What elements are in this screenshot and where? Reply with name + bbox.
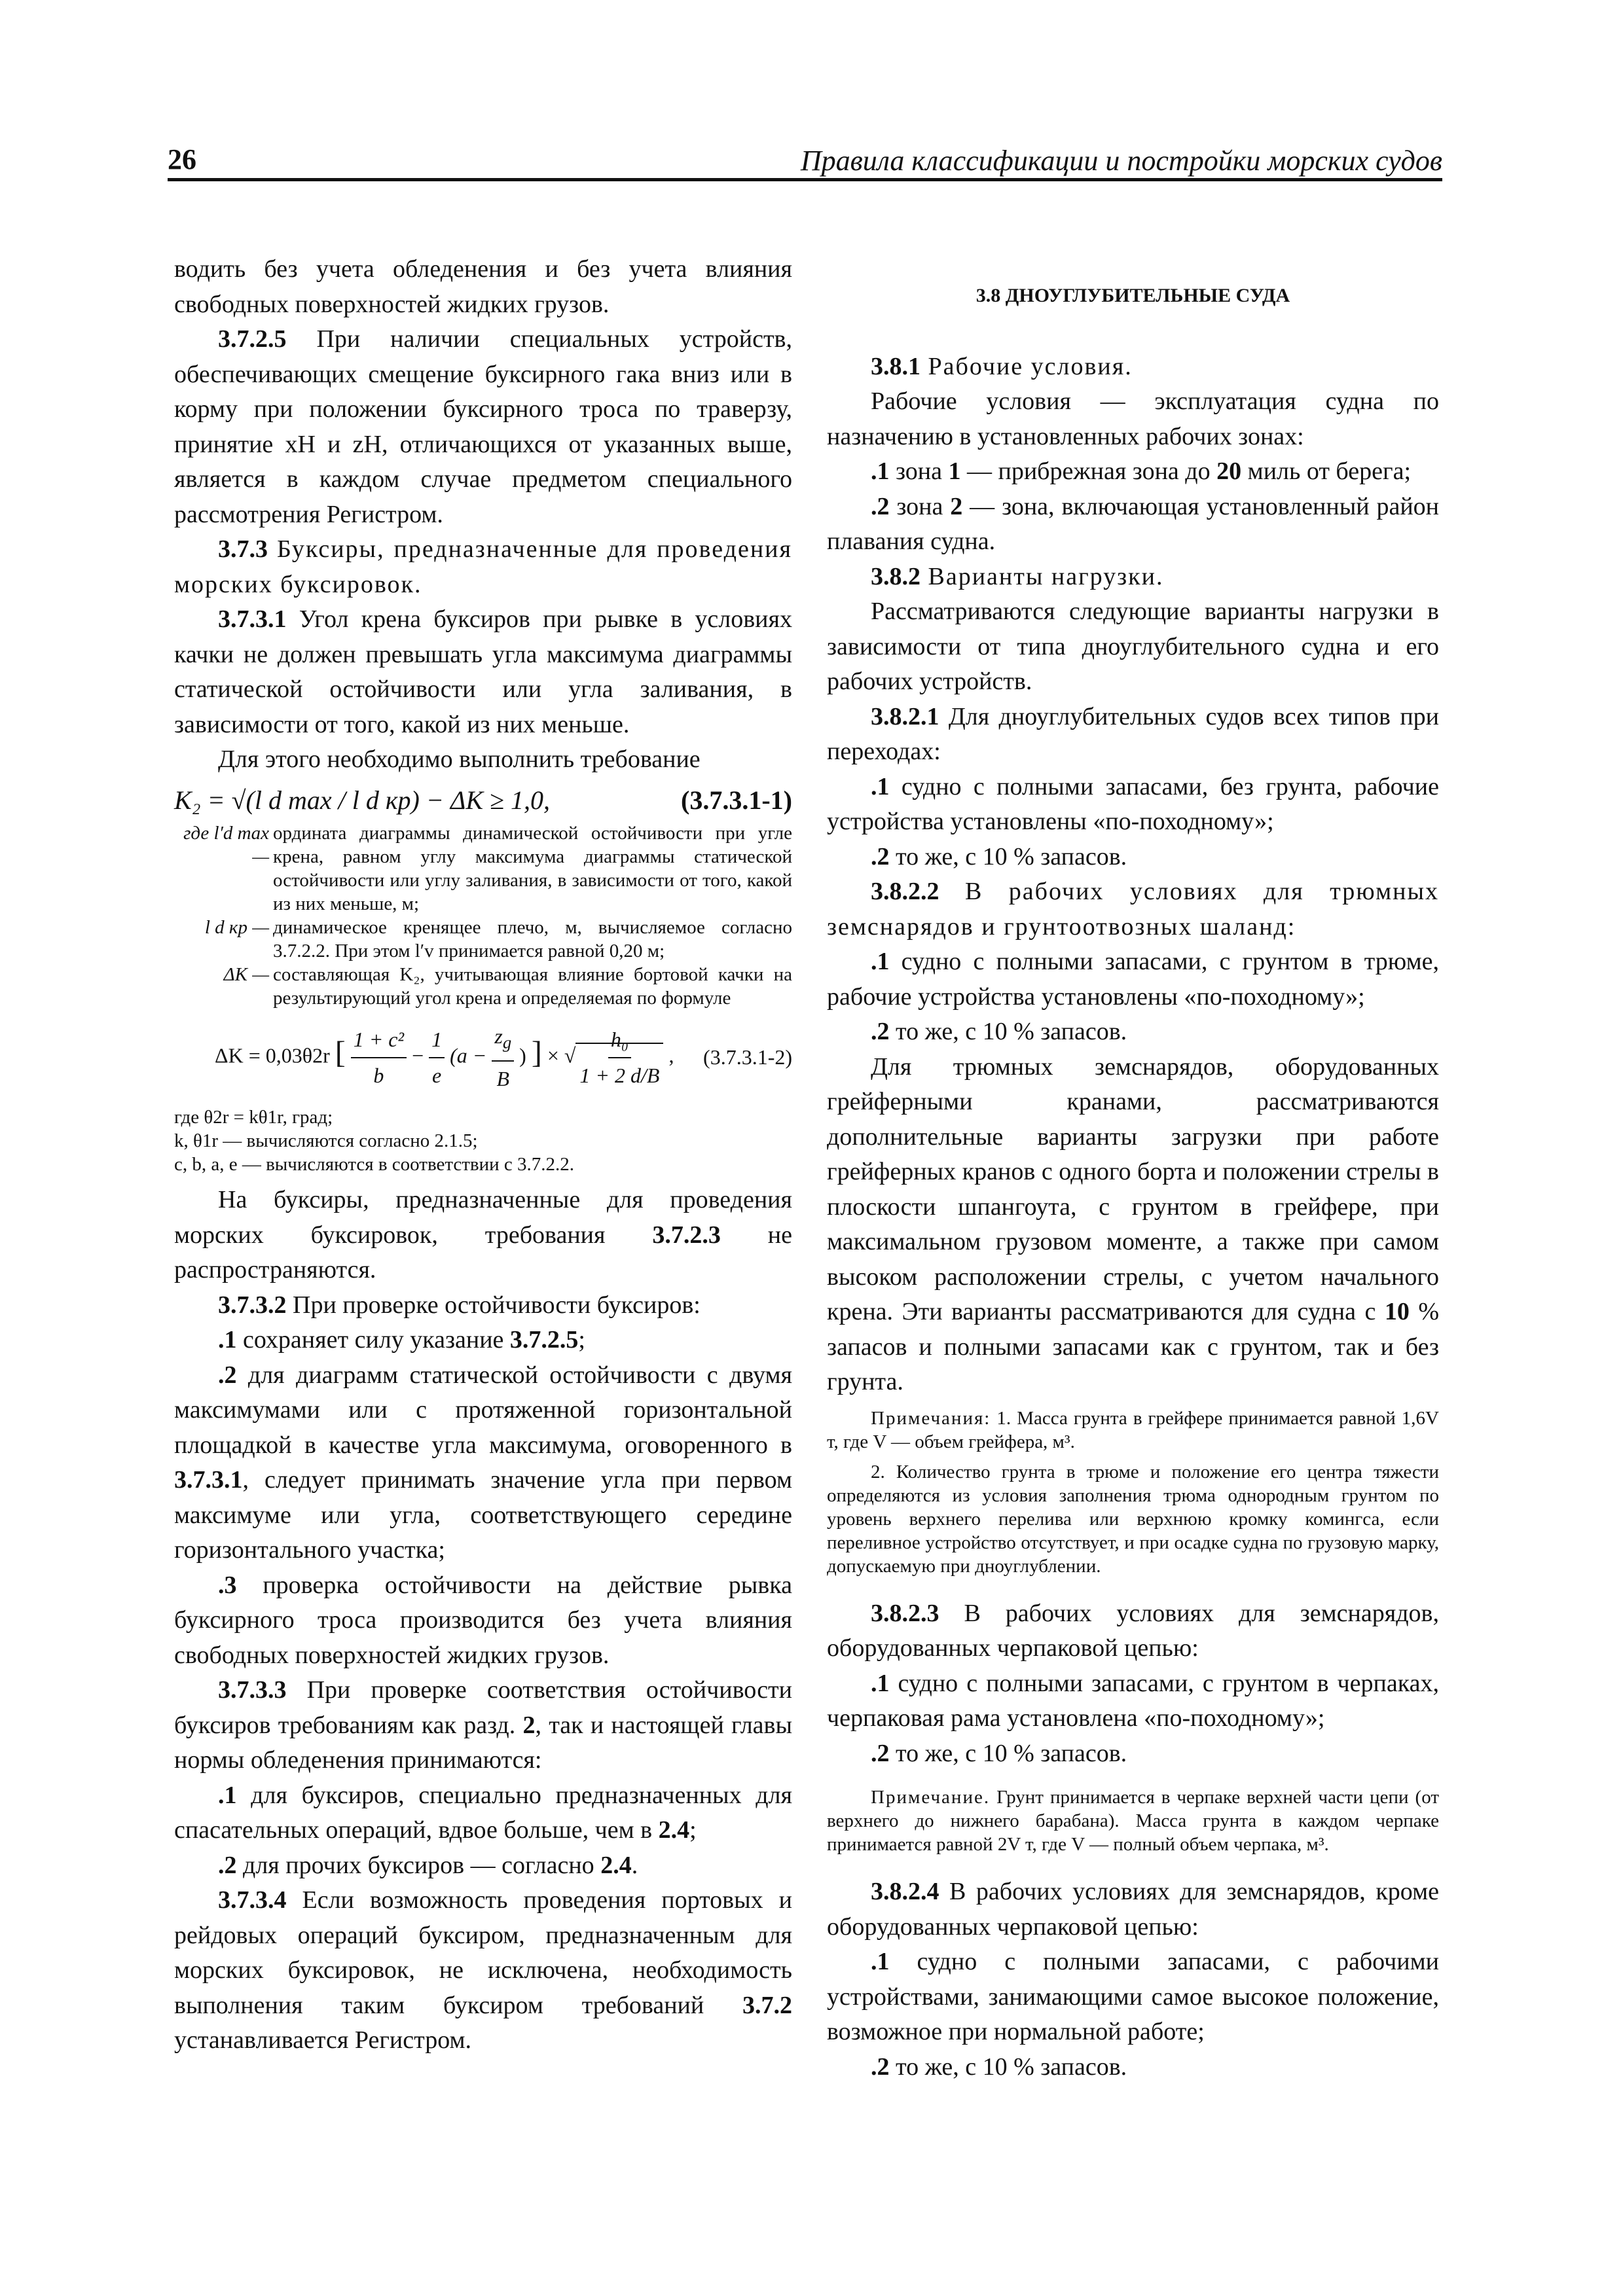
formula-legend: c, b, a, e — вычисляются в соответствии с 3.7.2.2.: [174, 1154, 575, 1175]
list-item: .2 то же, с 10 % запасов.: [871, 842, 1127, 870]
subsection-heading: 3.7.3 Буксиры, предназначенные для проведения морских буксировок.: [174, 535, 792, 598]
list-item: .2 то же, с 10 % запасов.: [871, 1739, 1127, 1767]
running-title: Правила классификации и постройки морских судов: [800, 145, 1442, 177]
section-heading: 3.8 ДНОУГЛУБИТЕЛЬНЫЕ СУДА: [976, 285, 1290, 306]
list-item: .1 судно с полными запасами, без грунта, рабочие устройства установлены «по-походному»;: [827, 772, 1439, 835]
note: Примечание. Грунт принимается в черпаке верхней части цепи (от верхнего до нижнего барабана). Масса грунта в каждом черпаке принимается равной 2V т, где V — полный объем черпака, м³.: [827, 1787, 1439, 1855]
list-item: .3 проверка остойчивости на действие рывка буксирного троса производится без учета влияния свободных поверхностей жидких грузов.: [174, 1571, 792, 1669]
formula-legend: l d кр — динамическое кренящее плечо, м, вычисляемое согласно 3.7.2.2. При этом l′v принимается равной 0,20 м;: [204, 917, 792, 961]
list-item: .2 для прочих буксиров — согласно 2.4.: [218, 1851, 638, 1879]
paragraph: водить без учета обледенения и без учета влияния свободных поверхностей жидких грузов.: [174, 255, 792, 318]
list-item: .2 зона 2 — зона, включающая установленный район плавания судна.: [827, 492, 1439, 555]
list-item: .1 судно с полными запасами, с грунтом в трюме, рабочие устройства установлены «по-походному»;: [827, 948, 1439, 1011]
paragraph: Для трюмных земснарядов, оборудованных грейферными кранами, рассматриваются дополнительные варианты загрузки при работе грейферных кранов с одного борта и положении стрелы в плоскости шпангоута, с грунтом в грейфере, при максимальном грузовом моменте, а также при самом высоком расположении стрелы, с учетом начального крена. Эти варианты рассматриваются для судна с 10 % запасов и полными запасами как с грунтом, так и без грунта.: [827, 1052, 1439, 1395]
paragraph: 3.8.2.2 В рабочих условиях для трюмных земснарядов и грунтоотвозных шаланд:: [827, 878, 1439, 941]
subsection-heading: 3.8.1 Рабочие условия.: [871, 352, 1133, 380]
list-item: .1 зона 1 — прибрежная зона до 20 миль от берега;: [871, 457, 1411, 485]
right-column: [827, 252, 1439, 2085]
paragraph: Рабочие условия — эксплуатация судна по назначению в установленных рабочих зонах:: [827, 387, 1439, 450]
paragraph: 3.8.2.1 Для дноуглубительных судов всех типов при переходах:: [827, 702, 1439, 765]
note: Примечания: 1. Масса грунта в грейфере принимается равной 1,6V т, где V — объем грейфера, м³.: [827, 1407, 1439, 1452]
formula-legend: ΔK — составляющая K₂, учитывающая влияние бортовой качки на результирующий угол крена и определяемая по формуле: [223, 964, 792, 1009]
paragraph: На буксиры, предназначенные для проведения морских буксировок, требования 3.7.2.3 не распространяются.: [174, 1186, 792, 1284]
paragraph: 3.7.3.3 При проверке соответствия остойчивости буксиров требованиям как разд. 2, так и настоящей главы нормы обледенения принимаются:: [174, 1676, 792, 1774]
paragraph: 3.7.3.1 Угол крена буксиров при рывке в условиях качки не должен превышать угла максимума диаграммы статической остойчивости или угла заливания, в зависимости от того, какой из них меньше.: [174, 605, 792, 738]
formula-3-7-3-1-2: ΔK = 0,03θ2r [ $\frac{\text{1 + c²}}{b}$ − $\frac{1}{e}$ (a − $\frac{z_g}{B}$ ) ] × √ $\frac{\text{h₀}}{1 + 2 d/B}$ , (3.7.3.1-2): [174, 1019, 792, 1096]
paragraph: 3.8.2.3 В рабочих условиях для земснарядов, оборудованных черпаковой цепью:: [827, 1599, 1439, 1662]
list-item: .2 для диаграмм статической остойчивости с двумя максимумами или с протяженной горизонтальной площадкой в качестве угла максимума, оговоренного в 3.7.3.1, следует принимать значение угла при первом максимуме или угла, соответствующего середине горизонтального участка;: [174, 1361, 792, 1564]
list-item: .1 судно с полными запасами, с грунтом в черпаках, черпаковая рама установлена «по-походному»;: [827, 1669, 1439, 1732]
paragraph: Рассматриваются следующие варианты нагрузки в зависимости от типа дноуглубительного судна и его рабочих устройств.: [827, 598, 1439, 695]
formula-legend: k, θ1r — вычисляются согласно 2.1.5;: [174, 1130, 478, 1152]
formula-legend: где l′d max — ордината диаграммы динамической остойчивости при угле крена, равном углу максимума диаграммы статической остойчивости или углу заливания, в зависимости от того, какой из них меньше, м;: [183, 823, 792, 914]
paragraph: 3.7.3.4 Если возможность проведения портовых и рейдовых операций буксиром, предназначенным для морских буксировок, не исключена, необходимость выполнения таким буксиром требований 3.7.2 устанавливается Регистром.: [174, 1886, 792, 2054]
list-item: .2 то же, с 10 % запасов.: [871, 1018, 1127, 1045]
note: 2. Количество грунта в трюме и положение его центра тяжести определяются из условия заполнения трюма однородным грунтом по уровень верхнего перелива или верхнюю кромку комингса, если переливное устройство отсутствует, и при осадке судна по грузовую марку, допускаемую при дноуглублении.: [827, 1461, 1439, 1577]
paragraph: Для этого необходимо выполнить требование: [218, 745, 701, 773]
list-item: .2 то же, с 10 % запасов.: [871, 2053, 1127, 2081]
list-item: .1 сохраняет силу указание 3.7.2.5;: [218, 1326, 585, 1354]
header-rule: [168, 178, 1442, 181]
paragraph: 3.8.2.4 В рабочих условиях для земснарядов, кроме оборудованных черпаковой цепью:: [827, 1878, 1439, 1941]
subsection-heading: 3.8.2 Варианты нагрузки.: [871, 562, 1164, 590]
list-item: .1 для буксиров, специально предназначенных для спасательных операций, вдвое больше, чем в 2.4;: [174, 1781, 792, 1844]
formula-3-7-3-1-1: K₂ = √(l d max / l d кр) − ΔK ≥ 1,0, (3.7.3.1-1): [174, 785, 792, 815]
left-column: [174, 252, 792, 2058]
page-number: 26: [168, 143, 196, 175]
formula-legend: где θ2r = kθ1r, град;: [174, 1107, 333, 1128]
list-item: .1 судно с полными запасами, с рабочими устройствами, занимающими самое высокое положение, возможное при нормальной работе;: [827, 1948, 1439, 2045]
paragraph: 3.7.2.5 При наличии специальных устройств, обеспечивающих смещение буксирного гака вниз или в корму при положении буксирного троса по траверзу, принятие xH и zH, отличающихся от указанных выше, является в каждом случае предметом специального рассмотрения Регистром.: [174, 325, 792, 528]
paragraph: 3.7.3.2 При проверке остойчивости буксиров:: [218, 1291, 701, 1319]
